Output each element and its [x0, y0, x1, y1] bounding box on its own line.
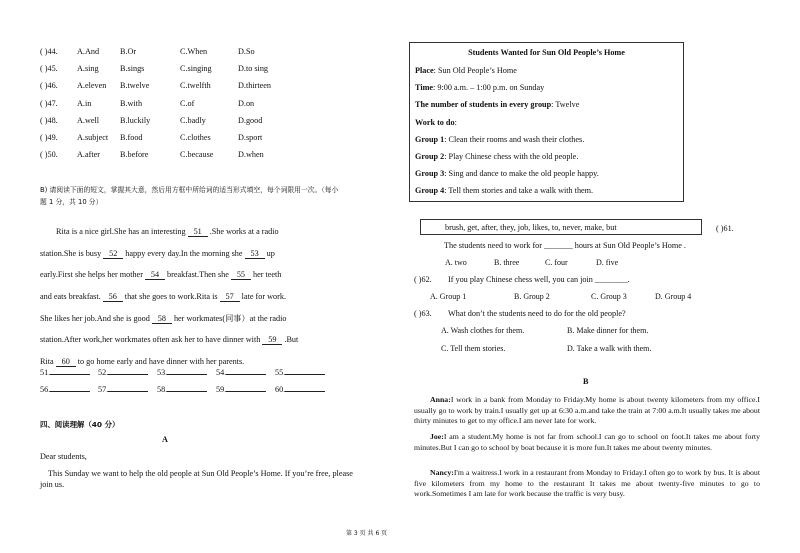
mc-option-a: A.in [77, 98, 92, 108]
mc-option-d: D.good [238, 115, 263, 125]
mc-option-a: A.subject [77, 133, 109, 142]
notice-row-label: Time [415, 83, 434, 93]
answer-number: 60. [275, 385, 286, 394]
cloze-text: and eats breakfast. [40, 291, 103, 301]
speaker-name: Anna: [430, 395, 451, 404]
mc-option-b: B.Or [120, 47, 137, 56]
notice-row-label: Group 3 [415, 169, 445, 179]
cloze-blank: 57 [220, 292, 240, 302]
q63-option-b: B. Make dinner for them. [567, 326, 649, 335]
cloze-text: breakfast.Then she [164, 270, 231, 280]
notice-row [415, 152, 578, 161]
answer-number: 57. [98, 385, 109, 394]
answer-slot [157, 366, 207, 377]
cloze-line [40, 313, 286, 324]
answer-blank[interactable] [50, 366, 90, 375]
q61-option-a: A. two [445, 258, 467, 267]
speaker-text: I'm a waitress.I work in a restaurant from Monday to Friday.I often go to work by bus. It is about five kilometers from my home to the restaurant It takes me about twenty-five minutes to go to work.Sometimes I am late for work because the traffic is very busy. [414, 468, 760, 498]
letter-greeting: Dear students, [40, 452, 87, 461]
cloze-text: up [264, 248, 275, 258]
q62-option-d: D. Group 4 [655, 292, 692, 301]
cloze-blank: 51 [188, 227, 208, 237]
cloze-text: early.First she helps her mother [40, 270, 145, 280]
cloze-line [40, 270, 281, 280]
answer-slot [40, 383, 90, 394]
answer-blank[interactable] [285, 366, 325, 375]
mc-option-d: D.when [238, 150, 264, 160]
answer-blank[interactable] [226, 383, 266, 392]
answer-number: 55. [275, 368, 286, 377]
section-b-instruction-cont: 题 1 分，共 10 分） [40, 198, 103, 206]
notice-row-label: Place [415, 66, 434, 75]
mc-option-b: B.sings [120, 64, 145, 74]
q61-number: ( )61. [716, 224, 734, 233]
mc-option-d: D.So [238, 47, 255, 56]
part-a-heading: A [162, 435, 168, 444]
notice-row-text: : Tell them stories and take a walk with them. [444, 186, 594, 196]
cloze-text: .She works at a radio [207, 227, 279, 236]
answer-number: 56. [40, 385, 51, 394]
answer-slot [98, 366, 148, 377]
mc-question-number: ( )44. [40, 47, 58, 56]
cloze-line [56, 227, 279, 237]
notice-row [415, 100, 579, 109]
answer-number: 58. [157, 385, 168, 394]
speaker-text: I work in a bank from Monday to Friday.My home is about twenty kilometers from my office.I usually go to work by train.I usually get up at 6:30 a.m.and take the train at 7:00 a.m.It usually takes me about thirty minutes to get to my office.I am never late for work. [414, 395, 760, 425]
page-footer: 第 3 页 共 6 页 [346, 530, 388, 537]
notice-row-label: Work to do [415, 117, 455, 127]
notice-row [415, 83, 544, 92]
part-b-heading: B [583, 377, 589, 386]
q61-option-c: C. four [545, 258, 568, 267]
cloze-text: Rita is a nice girl.She has an interesting [56, 227, 188, 236]
mc-option-d: D.on [238, 98, 255, 108]
answer-blank[interactable] [285, 383, 325, 392]
mc-option-a: A.after [77, 150, 100, 160]
notice-row-text: : Sing and dance to make the old people happy. [444, 169, 599, 179]
word-box [420, 219, 702, 235]
cloze-text: her workmates(同事）at the radio [171, 314, 287, 324]
cloze-text: happy every day.In the morning she [123, 248, 245, 258]
answer-slot [275, 383, 325, 394]
answer-number: 51. [40, 368, 51, 377]
q61-option-d: D. five [596, 258, 619, 267]
notice-title: Students Wanted for Sun Old People’s Home [468, 48, 625, 57]
mc-option-c: C.because [180, 150, 214, 160]
mc-option-c: C.badly [180, 115, 206, 125]
mc-option-c: C.twelfth [180, 81, 211, 91]
notice-box [409, 42, 684, 202]
mc-option-d: D.to sing [238, 64, 269, 74]
answer-blank[interactable] [226, 366, 266, 375]
q63-text: What don’t the students need to do for the old people? [448, 309, 626, 318]
q63-number: ( )63. [414, 309, 432, 318]
mc-option-b: B.food [120, 133, 143, 142]
notice-row-label: Group 1 [415, 134, 445, 144]
answer-blank[interactable] [167, 366, 207, 375]
q61-option-b: B. three [494, 258, 520, 267]
answer-blank[interactable] [167, 383, 207, 392]
cloze-blank: 59 [262, 335, 282, 345]
notice-row [415, 118, 457, 127]
cloze-blank: 52 [103, 249, 123, 259]
notice-row-label: Group 2 [415, 152, 445, 161]
answer-slot [216, 383, 266, 394]
answer-slot [98, 383, 148, 394]
q63-option-a: A. Wash clothes for them. [441, 326, 525, 335]
cloze-blank: 56 [103, 292, 123, 302]
cloze-text: .But [282, 335, 299, 344]
cloze-blank: 54 [145, 270, 165, 280]
cloze-line [40, 292, 286, 302]
notice-row [415, 135, 584, 144]
mc-option-c: C.of [180, 98, 195, 108]
mc-question-number: ( )45. [40, 64, 58, 74]
mc-option-a: A.sing [77, 64, 99, 74]
mc-question-number: ( )49. [40, 133, 58, 142]
notice-row-label: The number of students in every group [415, 100, 552, 110]
answer-slot [40, 366, 90, 377]
q62-text: If you play Chinese chess well, you can join ________. [448, 275, 630, 284]
q62-option-c: C. Group 3 [591, 292, 627, 301]
q62-option-b: B. Group 2 [514, 292, 550, 301]
cloze-text: station.After work,her workmates often ask her to have dinner with [40, 335, 263, 344]
answer-number: 59. [216, 385, 227, 394]
cloze-text: Rita [40, 356, 56, 366]
mc-option-b: B.with [120, 98, 143, 108]
answer-slot [275, 366, 325, 377]
speaker-text: I am a student.My home is not far from school.I can go to school on foot.It takes me about forty minutes.But I can go to school by boat because it is more fun.It takes me about twenty minutes. [414, 432, 760, 452]
notice-row [415, 186, 593, 195]
cloze-text: that she goes to work.Rita is [122, 291, 220, 301]
mc-option-b: B.luckily [120, 115, 151, 125]
answer-blank[interactable] [108, 366, 148, 375]
answer-number: 53. [157, 368, 168, 377]
cloze-text: late for work. [239, 291, 287, 301]
mc-option-c: C.singing [180, 64, 212, 74]
speaker-name: Joe: [430, 432, 444, 441]
cloze-blank: 58 [152, 314, 172, 324]
section-4-heading: 四、阅读理解（40 分） [40, 420, 120, 429]
cloze-text: her teeth [250, 270, 282, 280]
speaker-name: Nancy: [430, 468, 454, 477]
notice-row-text: : Sun Old People’s Home [433, 66, 517, 75]
q62-option-a: A. Group 1 [430, 292, 467, 301]
notice-row-text: : Twelve [551, 100, 580, 110]
notice-row-text: : [454, 117, 457, 127]
letter-line-2: join us. [40, 480, 65, 489]
mc-option-b: B.before [120, 150, 149, 160]
section-b-instruction: B) 请阅读下面的短文，掌握其大意，然后用方框中所给词的适当形式填空，每个词限用一次。（每小 [40, 186, 339, 194]
cloze-line [40, 335, 298, 345]
passage-paragraph [414, 395, 760, 427]
word-box-words: brush, get, after, they, job, likes, to, never, make, but [445, 223, 617, 232]
mc-option-b: B.twelve [120, 81, 150, 91]
mc-option-d: D.sport [238, 133, 263, 142]
answer-slot [157, 383, 207, 394]
cloze-line [40, 249, 275, 259]
mc-question-number: ( )48. [40, 115, 58, 125]
mc-option-a: A.well [77, 115, 100, 125]
mc-option-a: A.eleven [77, 81, 107, 91]
passage-paragraph [414, 432, 760, 453]
q63-option-d: D. Take a walk with them. [567, 344, 652, 353]
q63-option-c: C. Tell them stories. [441, 344, 506, 353]
notice-row-text: : 9:00 a.m. – 1:00 p.m. on Sunday [433, 83, 545, 93]
cloze-blank: 60 [56, 357, 76, 367]
answer-blank[interactable] [108, 383, 148, 392]
cloze-blank: 53 [245, 249, 265, 259]
answer-number: 54. [216, 368, 227, 377]
notice-row-text: : Play Chinese chess with the old people. [444, 152, 579, 161]
notice-row-text: : Clean their rooms and wash their clothes. [444, 134, 585, 144]
answer-number: 52. [98, 368, 109, 377]
answer-blank[interactable] [50, 383, 90, 392]
mc-question-number: ( )46. [40, 81, 58, 91]
letter-line-1: This Sunday we want to help the old people at Sun Old People’s Home. If you’re free, please [48, 469, 353, 478]
q62-number: ( )62. [414, 275, 432, 284]
q61-text: The students need to work for _______ hours at Sun Old People’s Home . [444, 241, 686, 250]
mc-option-c: C.When [180, 47, 208, 56]
mc-option-a: A.And [77, 47, 100, 56]
passage-paragraph [414, 468, 760, 500]
notice-row [415, 169, 599, 178]
cloze-blank: 55 [231, 270, 251, 280]
answer-slot [216, 366, 266, 377]
cloze-text: She likes her job.And she is good [40, 314, 152, 324]
notice-row [415, 66, 517, 75]
mc-question-number: ( )50. [40, 150, 58, 160]
notice-row-label: Group 4 [415, 186, 445, 196]
mc-option-c: C.clothes [180, 133, 211, 142]
cloze-text: station.She is busy [40, 248, 104, 258]
mc-option-d: D.thirteen [238, 81, 271, 91]
cloze-text: to go home early and have dinner with her parents. [75, 356, 245, 366]
mc-question-number: ( )47. [40, 98, 58, 108]
